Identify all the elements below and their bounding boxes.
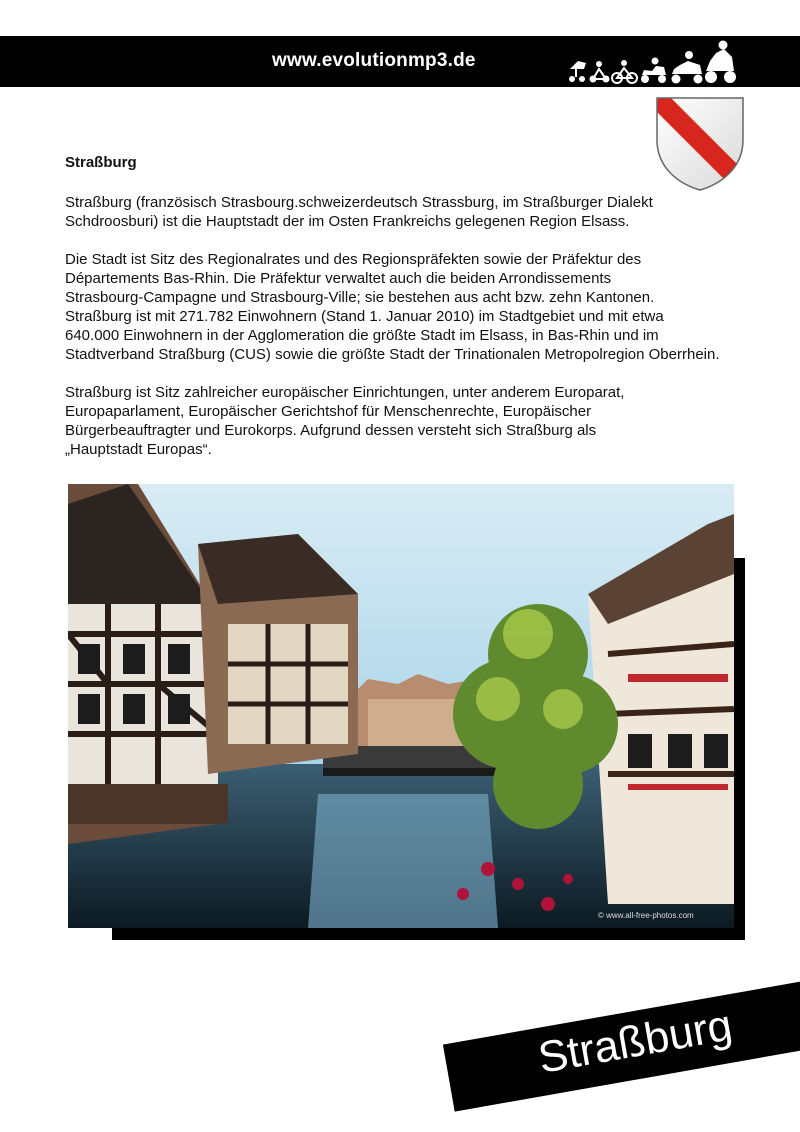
article xyxy=(65,154,775,478)
paragraph-intro: Straßburg (französisch Strasbourg.schweizerdeutsch Strassburg, im Straßburger Dialekt Schdroosburi) ist die Hauptstadt der im Osten Frankreichs gelegenen Region Elsass. xyxy=(65,194,653,230)
banner-label: Straßburg xyxy=(534,1000,736,1083)
article-title: Straßburg xyxy=(65,154,137,171)
site-url[interactable]: www.evolutionmp3.de xyxy=(272,50,476,71)
photo-watermark: © www.all-free-photos.com xyxy=(598,911,694,920)
photo-frame xyxy=(68,484,745,940)
paragraph-europe: Straßburg ist Sitz zahlreicher europäischer Einrichtungen, unter anderem Europarat, Europaparlament, Europäischer Gerichtshof für Menschenrechte, Europäischer Bürgerbeauftragter und Eurokorps. Aufgrund dessen versteht sich Straßburg als „Hauptstadt Europas“. xyxy=(65,384,625,458)
vehicles-silhouette-icon xyxy=(566,39,736,85)
paragraph-administration: Die Stadt ist Sitz des Regionalrates und des Regionspräfekten sowie der Präfektur des Départements Bas-Rhin. Die Präfektur verwaltet auch die beiden Arrondissements Strasbourg-Campagne und Strasbourg-Ville; sie bestehen aus acht bzw. zehn Kantonen. Straßburg ist mit 271.782 Einwohnern (Stand 1. Januar 2010) im Stadtgebiet und mit etwa 640.000 Einwohnern in der Agglomeration die größte Stadt im Elsass, in Bas-Rhin und im Stadtverband Straßburg (CUS) sowie die größte Stadt der Trinationalen Metropolregion Oberrhein. xyxy=(65,251,720,363)
header-bar xyxy=(0,36,800,87)
title-banner xyxy=(443,980,800,1111)
petite-france-canal-photo xyxy=(68,484,734,928)
